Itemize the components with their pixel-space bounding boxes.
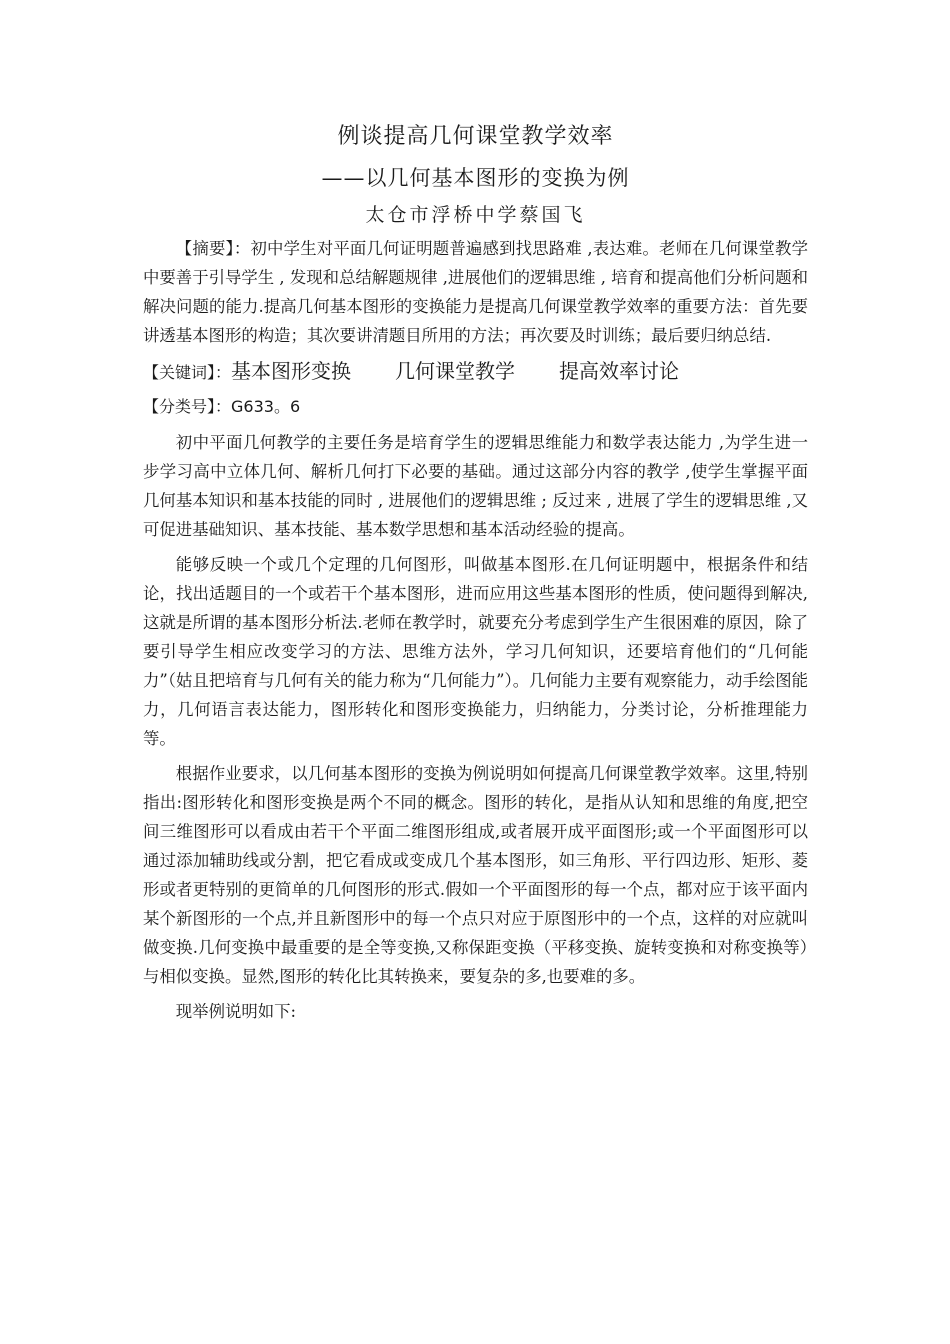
abstract-label: 【摘要】：: [175, 239, 251, 258]
body-paragraph: 现举例说明如下:: [175, 1002, 297, 1021]
abstract-paragraph: [143, 234, 808, 350]
document-page: [143, 118, 808, 1026]
abstract-text: 初中学生对平面几何证明题普遍感到找思路难 ,表达难。老师在几何课堂教学中要善于引导学生 , 发现和总结解题规律 ,进展他们的逻辑思维 , 培育和提高他们分析问题和解决问题的能力.提高几何基本图形的变换能力是提高几何课堂教学效率的重要方法：首先要讲透基本图形的构造；其次要讲清题目所用的方法；再次要及时训练；最后要归纳总结.: [143, 239, 808, 345]
document-subtitle: ——以几何基本图形的变换为例: [321, 166, 630, 190]
keywords-line: [143, 352, 808, 390]
body-paragraph: 初中平面几何教学的主要任务是培育学生的逻辑思维能力和数学表达能力 ,为学生进一步学习高中立体几何、解析几何打下必要的基础。通过这部分内容的教学 ,使学生掌握平面几何基本知识和基本技能的同时 , 进展他们的逻辑思维 ; 反过来 , 进展了学生的逻辑思维 ,又可促进基础知识、基本技能、基本数学思想和基本活动经验的提高。: [143, 433, 808, 539]
author-line: 太仓市浮桥中学蔡国飞: [365, 204, 586, 226]
classification-value: G633。6: [231, 397, 301, 416]
keywords-label: 【关键词】：: [143, 363, 232, 382]
keyword-item: 提高效率讨论: [559, 359, 680, 383]
keyword-item: 几何课堂教学: [395, 359, 516, 383]
keyword-item: 基本图形变换: [231, 359, 352, 383]
body-paragraph: 根据作业要求，以几何基本图形的变换为例说明如何提高几何课堂教学效率。这里,特别指出:图形转化和图形变换是两个不同的概念。图形的转化，是指从认知和思维的角度,把空间三维图形可以看成由若干个平面二维图形组成,或者展开成平面图形;或一个平面图形可以通过添加辅助线或分割，把它看成或变成几个基本图形，如三角形、平行四边形、矩形、菱形或者更特别的更简单的几何图形的形式.假如一个平面图形的每一个点，都对应于该平面内某个新图形的一个点,并且新图形中的每一个点只对应于原图形中的一个点，这样的对应就叫做变换.几何变换中最重要的是全等变换,又称保距变换（平移变换、旋转变换和对称变换等）与相似变换。显然,图形的转化比其转换来，要复杂的多,也要难的多。: [143, 764, 808, 986]
classification-line: [143, 390, 808, 424]
document-title: 例谈提高几何课堂教学效率: [337, 124, 614, 149]
body-paragraph: 能够反映一个或几个定理的几何图形，叫做基本图形.在几何证明题中，根据条件和结论，找出适题目的一个或若干个基本图形，进而应用这些基本图形的性质，使问题得到解决,这就是所谓的基本图形分析法.老师在教学时，就要充分考虑到学生产生很困难的原因，除了要引导学生相应改变学习的方法、思维方法外，学习几何知识，还要培育他们的“几何能力”（姑且把培育与几何有关的能力称为“几何能力”）。几何能力主要有观察能力，动手绘图能力，几何语言表达能力，图形转化和图形变换能力，归纳能力，分类讨论，分析推理能力等。: [143, 555, 808, 748]
classification-label: 【分类号】：: [143, 397, 232, 416]
